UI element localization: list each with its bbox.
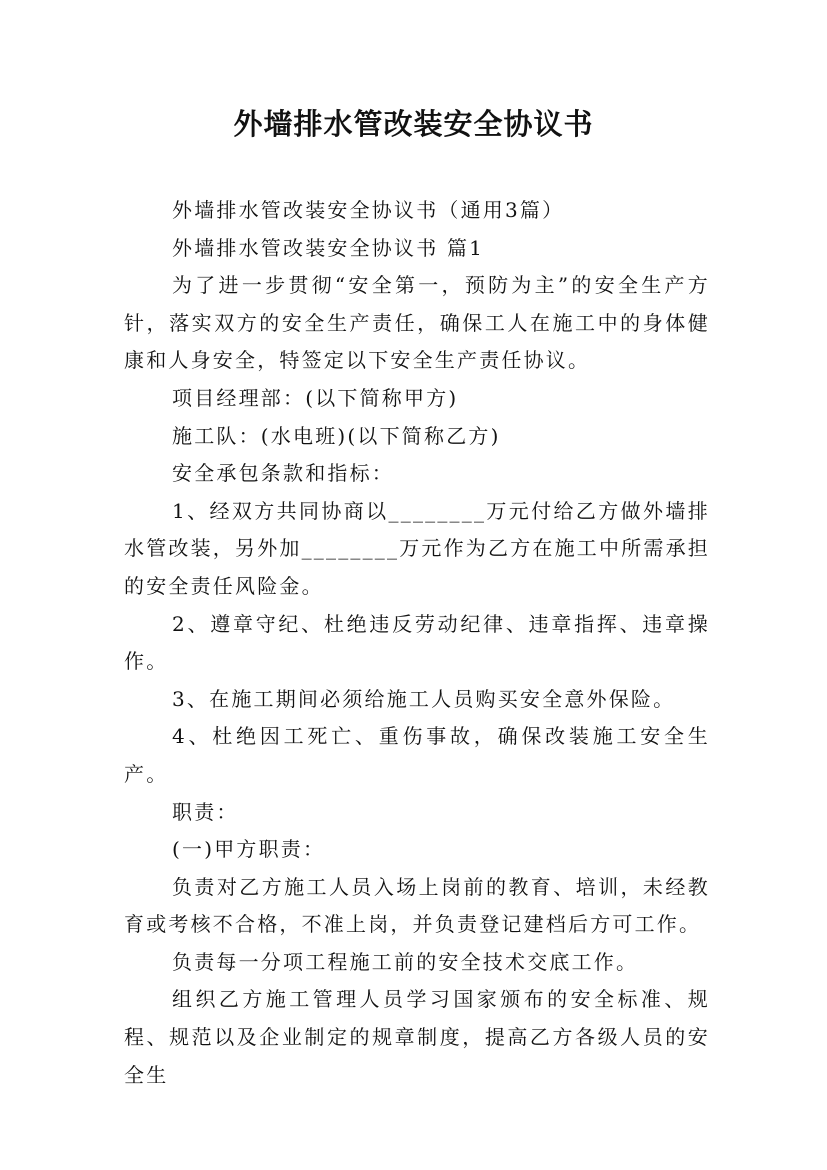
paragraph-duty-briefing: 负责每一分项工程施工前的安全技术交底工作。 bbox=[172, 949, 639, 974]
paragraph-duty-training: 负责对乙方施工人员入场上岗前的教育、培训，未经教育或考核不合格，不准上岗，并负责登记建档后方可工作。 bbox=[124, 874, 710, 937]
paragraph-purpose: 为了进一步贯彻“安全第一，预防为主”的安全生产方针，落实双方的安全生产责任，确保工人在施工中的身体健康和人身安全，特签定以下安全生产责任协议。 bbox=[124, 273, 710, 373]
paragraph-terms-heading: 安全承包条款和指标： bbox=[172, 461, 394, 486]
paragraph-duty-study: 组织乙方施工管理人员学习国家颁布的安全标准、规程、规范以及企业制定的规章制度，提高乙方各级人员的安全生 bbox=[124, 987, 710, 1087]
paragraph-duties-heading: 职责： bbox=[172, 799, 239, 824]
document-title: 外墙排水管改装安全协议书 bbox=[233, 107, 594, 141]
paragraph-term-3: 3、在施工期间必须给施工人员购买安全意外保险。 bbox=[172, 686, 676, 711]
paragraph-term-4: 4、杜绝因工死亡、重伤事故，确保改装施工安全生产。 bbox=[124, 724, 710, 786]
paragraph-term-1: 1、经双方共同协商以________万元付给乙方做外墙排水管改装，另外加________万元作为乙方在施工中所需承担的安全责任风险金。 bbox=[124, 498, 710, 598]
paragraph-part-heading: 外墙排水管改装安全协议书 篇1 bbox=[172, 235, 485, 260]
paragraph-collection-title: 外墙排水管改装安全协议书（通用3篇） bbox=[172, 198, 565, 222]
paragraph-party-b: 施工队：(水电班)(以下简称乙方) bbox=[172, 423, 501, 448]
paragraph-party-a-duties-heading: (一)甲方职责： bbox=[172, 837, 326, 862]
document-body bbox=[124, 192, 710, 1094]
paragraph-party-a: 项目经理部：(以下简称甲方) bbox=[172, 385, 459, 410]
paragraph-term-2: 2、遵章守纪、杜绝违反劳动纪律、违章指挥、违章操作。 bbox=[124, 611, 710, 674]
